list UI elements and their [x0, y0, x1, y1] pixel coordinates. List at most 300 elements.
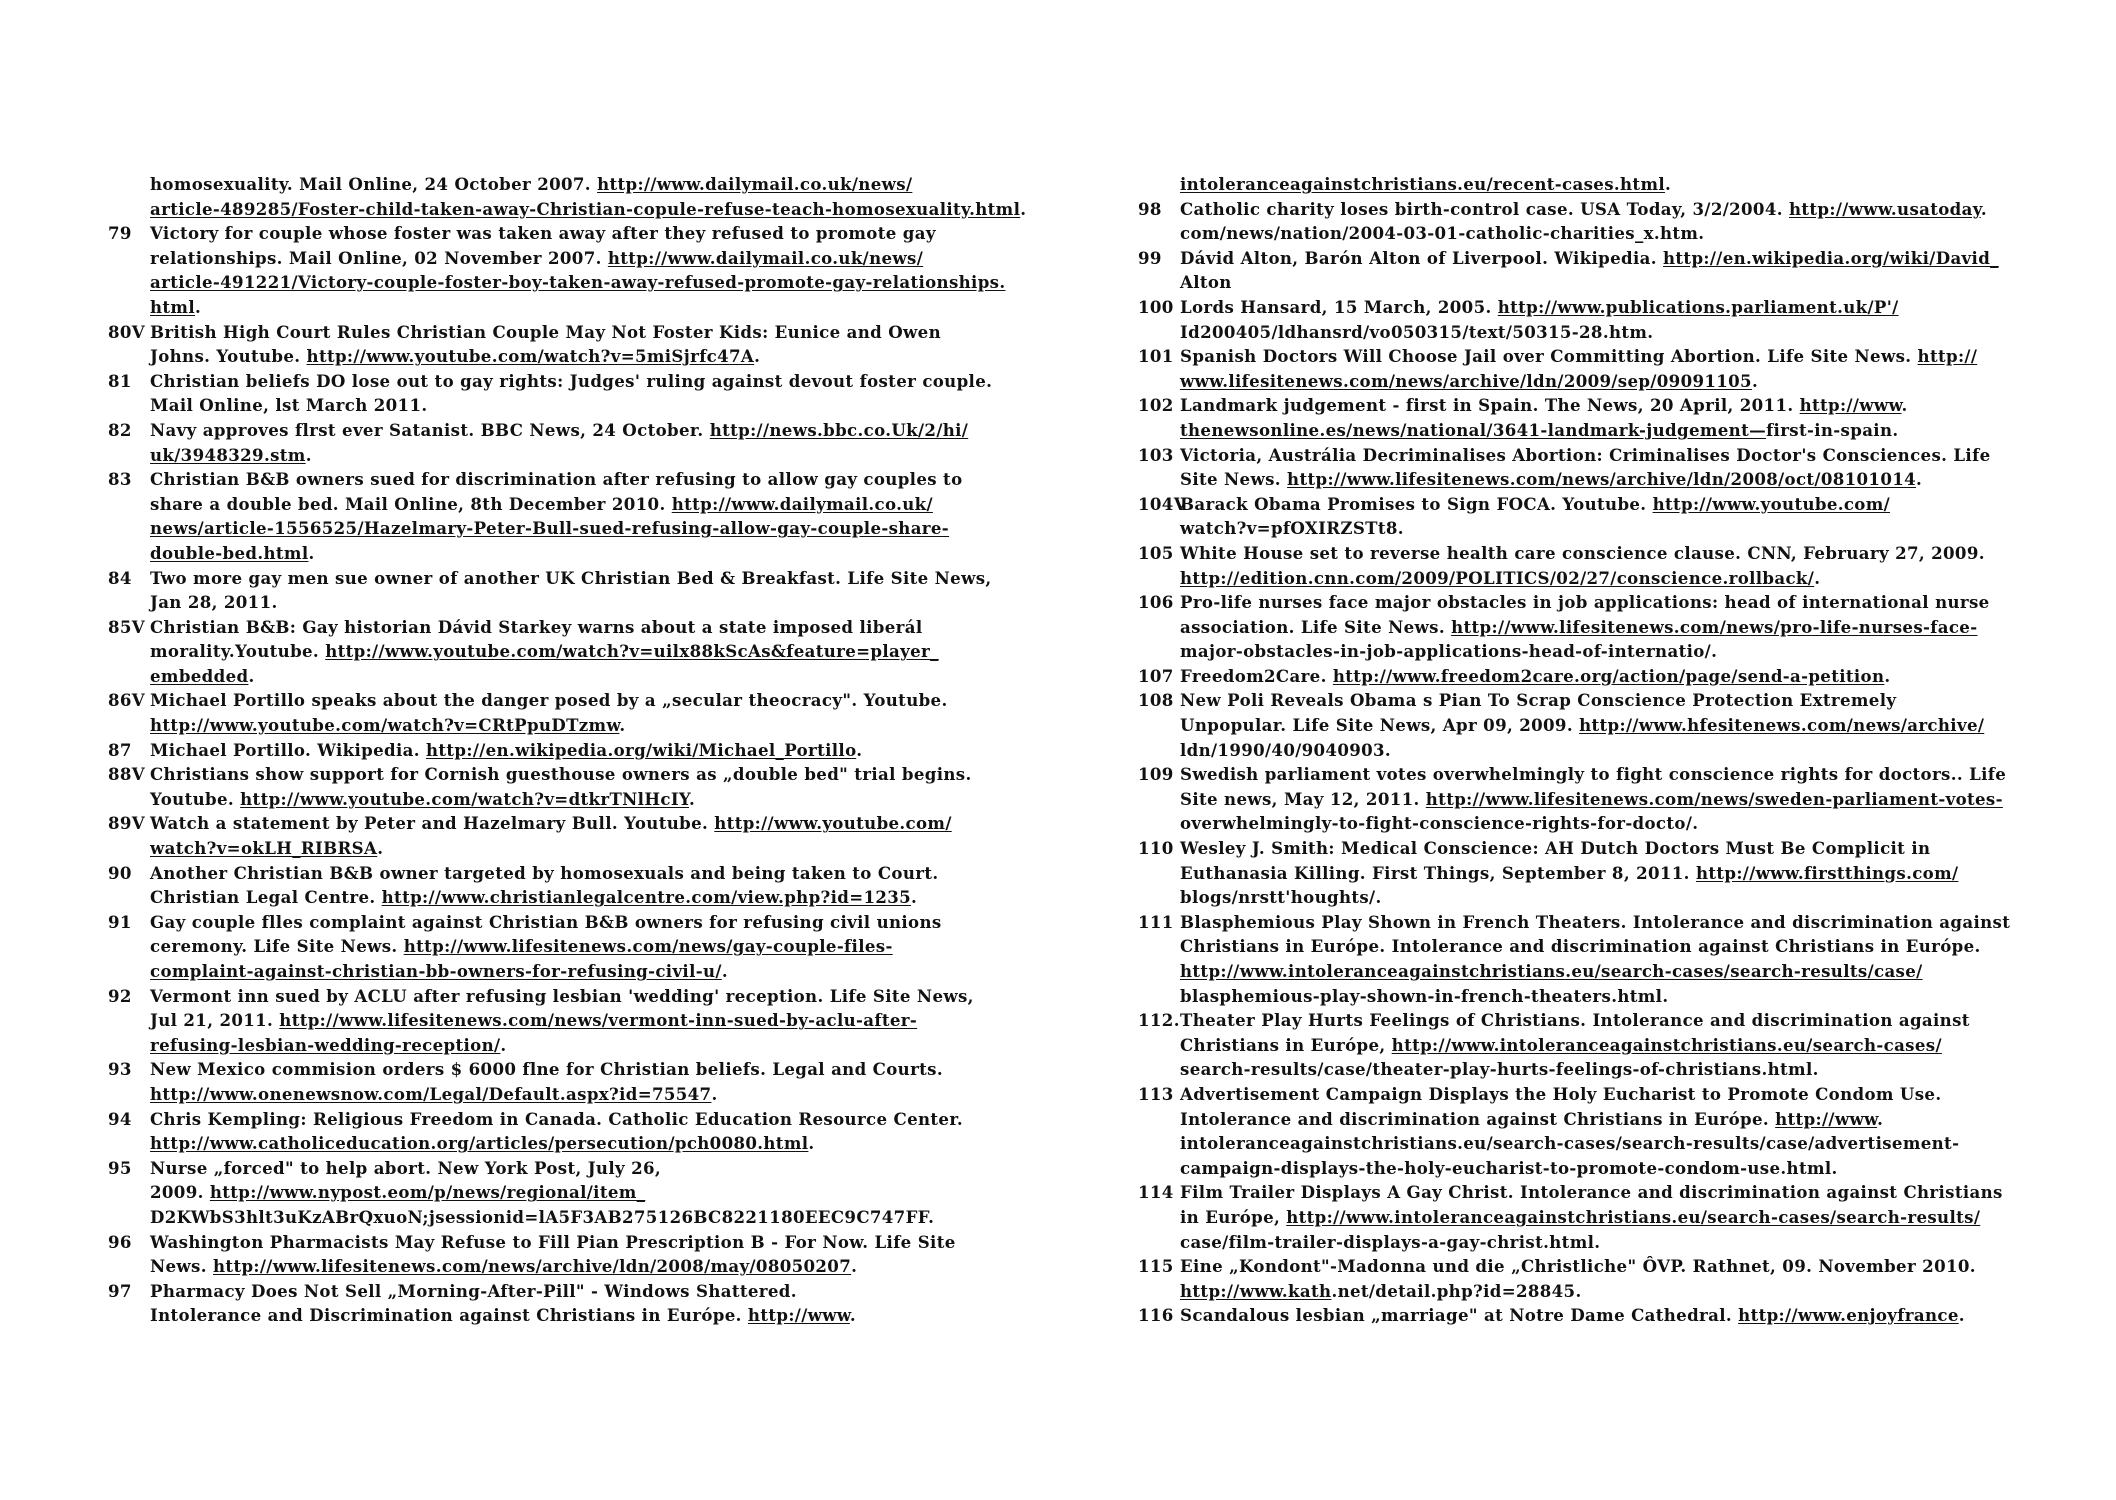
reference-line [150, 295, 938, 320]
reference-text: case/film-trailer-displays-a-gay-christ.html. [1180, 1231, 1601, 1252]
reference-text: campaign-displays-the-holy-eucharist-to-promote-condom-use.html. [1180, 1157, 1838, 1178]
reference-entry [108, 1156, 938, 1230]
reference-line [150, 1303, 938, 1328]
reference-text: Chris Kempling: Religious Freedom in Canada. Catholic Education Resource Center. [150, 1108, 964, 1129]
reference-entry [1138, 1254, 2078, 1303]
reference-text: Catholic charity loses birth-control case. USA Today, 3/2/2004. [1180, 198, 1789, 219]
reference-line [150, 1205, 938, 1230]
reference-text: White House set to reverse health care conscience clause. CNN, February 27, 2009. [1180, 542, 1985, 563]
reference-entry [1138, 910, 2078, 1008]
reference-text: 2009. [150, 1182, 210, 1203]
reference-link[interactable]: http://www.dailymail.co.uk/ [671, 493, 933, 514]
reference-line [1180, 172, 2078, 197]
reference-text: Watch a statement by Peter and Hazelmary Bull. Youtube. [150, 813, 715, 834]
reference-entry [1138, 172, 2078, 197]
reference-line [150, 246, 938, 271]
reference-text: . [1665, 174, 1672, 194]
reference-text: Euthanasia Killing. First Things, September 8, 2011. [1180, 862, 1696, 883]
reference-text: . [1751, 370, 1759, 391]
reference-line [1180, 246, 2078, 271]
reference-text: Christian B&B owners sued for discrimination after refusing to allow gay couples to [150, 469, 963, 490]
reference-number: 113 [1138, 1083, 1174, 1104]
reference-link[interactable]: http://www.lifesitenews.com/news/archive/ldn/2008/may/08050207 [213, 1256, 852, 1277]
reference-line [1180, 1008, 2078, 1033]
reference-line [1180, 1230, 2078, 1255]
reference-line [1180, 418, 2078, 443]
reference-line [150, 172, 938, 197]
reference-link[interactable]: http://www.lifesitenews.com/news/pro-life-nurses-face- [1451, 616, 1978, 637]
reference-entry [108, 172, 1027, 221]
reference-entry [108, 369, 993, 418]
reference-link[interactable]: article-491221/Victory-couple-foster-boy-taken-away-refused-promote-gay-relationships. [150, 272, 1006, 293]
reference-text: Freedom2Care. [1180, 665, 1333, 686]
reference-text: Gay couple flles complaint against Christian B&B owners for refusing civil unions [150, 911, 942, 932]
reference-entry [1138, 1082, 2078, 1180]
reference-line [1180, 1303, 2078, 1328]
reference-line [150, 1033, 938, 1058]
reference-text: . [1901, 395, 1908, 416]
reference-line [1180, 197, 2078, 222]
reference-entry [108, 1057, 943, 1106]
reference-line [1180, 1156, 2078, 1181]
reference-number: 91 [108, 911, 132, 932]
reference-line [150, 811, 952, 836]
reference-link[interactable]: http://www.publications.parliament.uk/P'/ [1497, 296, 1899, 317]
reference-link[interactable]: http://www [1775, 1108, 1878, 1129]
reference-text: Victory for couple whose foster was taken away after they refused to promote gay [150, 223, 936, 244]
reference-text: . [1980, 198, 1987, 219]
reference-line [150, 541, 938, 566]
reference-number: 94 [108, 1108, 132, 1129]
reference-line [1180, 369, 2078, 394]
reference-text: . [195, 296, 202, 317]
reference-number: 83 [108, 469, 132, 490]
reference-line [1180, 861, 2078, 886]
reference-number: 84 [108, 567, 132, 588]
reference-link[interactable]: http://www.catholiceducation.org/articles/persecution/pch0080.html [150, 1133, 809, 1154]
reference-link[interactable]: http://www [747, 1305, 850, 1326]
reference-link[interactable]: double-bed.html [150, 542, 309, 563]
reference-entry [108, 738, 938, 763]
reference-line [1180, 393, 2078, 418]
reference-line [150, 320, 942, 345]
reference-text: Lords Hansard, 15 March, 2005. [1180, 296, 1498, 317]
reference-line [1180, 934, 2078, 959]
reference-text: Eine „Kondont"-Madonna und die „Christliche" ÔVP. Rathnet, 09. November 2010. [1180, 1256, 1976, 1277]
reference-line [150, 590, 938, 615]
reference-text: blasphemious-play-shown-in-french-theaters.html. [1180, 985, 1669, 1006]
reference-line [1180, 959, 2078, 984]
reference-link[interactable]: http://edition.cnn.com/2009/POLITICS/02/27/conscience.rollback/ [1180, 567, 1815, 588]
reference-number: 104V [1138, 493, 1187, 514]
reference-line [150, 1131, 938, 1156]
reference-text: . [711, 1083, 718, 1104]
reference-line [150, 836, 938, 861]
reference-entry [1138, 197, 2078, 246]
reference-text: . [377, 838, 384, 859]
reference-text: . [305, 444, 312, 465]
reference-number: 111 [1138, 911, 1174, 932]
reference-link[interactable]: http://www.youtube.com/ [1652, 493, 1891, 514]
reference-entry [108, 418, 969, 467]
reference-line [1180, 344, 2078, 369]
reference-text: Advertisement Campaign Displays the Holy Eucharist to Promote Condom Use. [1180, 1083, 1942, 1104]
reference-number: 101 [1138, 346, 1174, 367]
reference-entry [1138, 590, 2078, 664]
reference-line [150, 492, 938, 517]
reference-number: 109 [1138, 764, 1174, 785]
reference-line [150, 639, 938, 664]
reference-text: relationships. Mail Online, 02 November 2007. [150, 247, 608, 268]
reference-link[interactable]: http://www.onenewsnow.com/Legal/Default.aspx?id=75547 [150, 1083, 712, 1104]
reference-link[interactable]: html [150, 296, 195, 317]
reference-text: intoleranceagainstchristians.eu/search-cases/search-results/case/advertisement- [1180, 1133, 1960, 1154]
reference-entry [108, 467, 963, 565]
reference-link[interactable]: http://www.usatoday [1788, 198, 1981, 219]
reference-text: Christian Legal Centre. [150, 887, 382, 908]
reference-line [150, 1082, 938, 1107]
reference-link[interactable]: complaint-against-christian-bb-owners-for-refusing-civil-u/ [150, 961, 722, 981]
reference-line [1180, 590, 2078, 615]
reference-link[interactable]: http://www.youtube.com/watch?v=uilx88kScAs&feature=player_ [325, 641, 939, 662]
reference-link[interactable]: http://www.intoleranceagainstchristians.eu/search-cases/ [1391, 1034, 1942, 1055]
reference-entry [108, 910, 942, 984]
reference-text: Nurse „forced" to help abort. New York Post, July 26, [150, 1157, 662, 1178]
reference-line [150, 197, 1027, 222]
reference-text: association. Life Site News. [1180, 616, 1452, 637]
reference-text: Washington Pharmacists May Refuse to Fill Pian Prescription B - For Now. Life Site [150, 1231, 956, 1252]
left-reference-list [108, 172, 1027, 1328]
reference-text: . [1814, 567, 1821, 588]
reference-text: Michael Portillo speaks about the danger posed by a „secular theocracy". Youtube. [150, 690, 948, 711]
reference-line [1180, 516, 2078, 541]
reference-text: Jul 21, 2011. [150, 1010, 280, 1031]
reference-text: Mail Online, lst March 2011. [150, 395, 428, 416]
reference-line [1180, 1082, 2078, 1107]
reference-text: . [689, 788, 696, 809]
reference-line [150, 270, 1006, 295]
reference-number: 102 [1138, 395, 1174, 416]
reference-line [150, 1279, 938, 1304]
reference-link[interactable]: http://www.enjoyfrance [1738, 1305, 1959, 1326]
reference-link[interactable]: http://www.youtube.com/watch?v=dtkrTNlHcIY [240, 788, 689, 809]
reference-entry [1138, 344, 2078, 393]
reference-line [1180, 492, 2078, 517]
reference-line [150, 1230, 956, 1255]
reference-number: 85V [108, 616, 146, 637]
reference-text: Pharmacy Does Not Sell „Morning-After-Pill" - Windows Shattered. [150, 1280, 797, 1301]
reference-text: . [851, 1256, 858, 1277]
reference-line [150, 1107, 964, 1132]
reference-link[interactable]: www.lifesitenews.com/news/archive/ldn/2009/sep/09091105 [1180, 370, 1752, 391]
reference-text: Film Trailer Displays A Gay Christ. Intolerance and discrimination against Christians [1180, 1182, 2003, 1203]
reference-text: Two more gay men sue owner of another UK Christian Bed & Breakfast. Life Site News, [150, 567, 992, 588]
reference-text: . [754, 346, 761, 367]
reference-text: News. [150, 1256, 214, 1277]
reference-line [1180, 1254, 2078, 1279]
reference-text: . [911, 887, 918, 908]
reference-text: . [500, 1034, 507, 1055]
reference-line [150, 1254, 938, 1279]
reference-line [1180, 1205, 2078, 1230]
reference-text: Navy approves flrst ever Satanist. BBC News, 24 October. [150, 419, 710, 440]
reference-text: com/news/nation/2004-03-01-catholic-charities_x.htm. [1180, 223, 1705, 244]
reference-line [1180, 836, 2078, 861]
reference-text: Alton [1180, 272, 1232, 293]
reference-number: 80V [108, 321, 146, 342]
reference-text: Vermont inn sued by ACLU after refusing lesbian 'wedding' reception. Life Site News, [150, 985, 974, 1006]
reference-link[interactable]: http://www.firstthings.com/ [1695, 862, 1959, 883]
reference-number: 112. [1138, 1010, 1180, 1031]
reference-line [150, 885, 938, 910]
reference-text: . [308, 542, 315, 563]
reference-link[interactable]: watch?v=okLH_RIBRSA [150, 838, 378, 859]
reference-link[interactable]: http://www.nypost.eom/p/news/regional/item_ [209, 1182, 646, 1203]
reference-link[interactable]: article-489285/Foster-child-taken-away-Christian-copule-refuse-teach-homosexuality.html [150, 198, 1021, 219]
reference-entry [1138, 836, 2078, 910]
reference-text: . [619, 715, 626, 736]
reference-text: Site News. [1180, 469, 1288, 490]
reference-line [1180, 1107, 2078, 1132]
reference-number: 93 [108, 1059, 132, 1080]
reference-entry [1138, 1303, 2078, 1328]
reference-text: .net/detail.php?id=28845. [1331, 1280, 1582, 1301]
reference-entry [108, 1279, 938, 1328]
reference-link[interactable]: http://www.freedom2care.org/action/page/send-a-petition [1332, 665, 1885, 686]
reference-text: British High Court Rules Christian Couple May Not Foster Kids: Eunice and Owen [150, 321, 942, 342]
reference-line [1180, 1057, 2078, 1082]
reference-link[interactable]: http://www.hfesitenews.com/news/archive/ [1579, 715, 1985, 736]
reference-entry [108, 762, 972, 811]
reference-text: . [1020, 198, 1027, 219]
reference-text: Jan 28, 2011. [150, 592, 278, 613]
reference-text: Spanish Doctors Will Choose Jail over Committing Abortion. Life Site News. [1180, 346, 1918, 367]
reference-number: 116 [1138, 1305, 1174, 1326]
reference-link[interactable]: http://www [1799, 395, 1902, 416]
reference-link[interactable]: http://www.lifesitenews.com/news/archive/ldn/2008/oct/08101014 [1287, 469, 1917, 490]
reference-line [150, 467, 963, 492]
reference-entry [1138, 1180, 2078, 1254]
reference-number: 103 [1138, 444, 1174, 465]
reference-entry [1138, 295, 2078, 344]
reference-line [1180, 713, 2078, 738]
reference-line [150, 861, 938, 886]
reference-text: . [1884, 665, 1891, 686]
reference-text: . [1958, 1305, 1965, 1326]
reference-link[interactable]: http://www.youtube.com/ [714, 813, 952, 834]
reference-line [1180, 885, 2078, 910]
reference-text: . [1916, 469, 1923, 490]
reference-text: Christian B&B: Gay historian Dávid Starkey warns about a state imposed liberál [150, 616, 923, 637]
reference-text: in Európe, [1180, 1206, 1287, 1227]
reference-number: 89V [108, 813, 146, 834]
reference-text: Christian beliefs DO lose out to gay rights: Judges' ruling against devout foster couple. [150, 370, 993, 391]
reference-text: Scandalous lesbian „marriage" at Notre Dame Cathedral. [1180, 1305, 1739, 1326]
reference-link[interactable]: http://www.christianlegalcentre.com/view.php?id=1235 [381, 887, 912, 908]
reference-link[interactable]: http://news.bbc.co.Uk/2/hi/ [709, 419, 969, 440]
right-page [1058, 0, 2116, 1500]
reference-line [1180, 1180, 2078, 1205]
reference-link[interactable]: embedded [150, 665, 249, 686]
reference-number: 88V [108, 764, 146, 785]
reference-text: blogs/nrstt'houghts/. [1180, 887, 1382, 908]
reference-number: 107 [1138, 665, 1174, 686]
reference-number: 97 [108, 1280, 132, 1301]
reference-number: 105 [1138, 542, 1174, 563]
reference-number: 81 [108, 370, 132, 391]
reference-text: Theater Play Hurts Feelings of Christians. Intolerance and discrimination against [1180, 1010, 1970, 1031]
reference-line [150, 1156, 938, 1181]
reference-line [150, 516, 950, 541]
reference-text: Michael Portillo. Wikipedia. [150, 739, 426, 760]
reference-text: watch?v=pfOXIRZSTt8. [1180, 518, 1404, 539]
reference-link[interactable]: refusing-lesbian-wedding-reception/ [150, 1034, 501, 1055]
reference-line [150, 910, 942, 935]
reference-text: D2KWbS3hlt3uKzABrQxuoN;jsessionid=lA5F3AB275126BC8221180EEC9C747FF. [150, 1206, 935, 1227]
reference-link[interactable]: http://www.dailymail.co.uk/news/ [597, 174, 913, 194]
reference-text: Unpopular. Life Site News, Apr 09, 2009. [1180, 715, 1580, 736]
reference-text: Another Christian B&B owner targeted by homosexuals and being taken to Court. [150, 862, 939, 883]
reference-line [1180, 320, 2078, 345]
reference-line [150, 664, 938, 689]
reference-text: homosexuality. Mail Online, 24 October 2007. [150, 174, 598, 194]
reference-line [1180, 270, 2078, 295]
reference-link[interactable]: http://www.lifesitenews.com/news/sweden-parliament-votes- [1425, 788, 2003, 809]
reference-line [150, 984, 974, 1009]
reference-text: overwhelmingly-to-fight-conscience-rights-for-docto/. [1180, 813, 1699, 834]
reference-text: Johns. Youtube. [150, 346, 307, 367]
reference-number: 115 [1138, 1256, 1174, 1277]
reference-text: Christians in Európe, [1180, 1034, 1392, 1055]
reference-line [1180, 910, 2078, 935]
reference-line [1180, 787, 2078, 812]
reference-text: Blasphemious Play Shown in French Theaters. Intolerance and discrimination against [1180, 911, 2011, 932]
reference-text: . [856, 739, 863, 760]
reference-link[interactable]: http://www.kath [1180, 1280, 1332, 1301]
reference-text: Dávid Alton, Barón Alton of Liverpool. Wikipedia. [1180, 247, 1663, 268]
right-reference-list [1138, 172, 2078, 1328]
reference-text: . [849, 1305, 856, 1326]
reference-text: Site news, May 12, 2011. [1180, 788, 1426, 809]
reference-line [150, 787, 938, 812]
reference-entry [108, 811, 952, 860]
reference-entry [108, 688, 948, 737]
reference-line [150, 344, 938, 369]
reference-text: Victoria, Austrália Decriminalises Abortion: Criminalises Doctor's Consciences. Life [1180, 444, 1991, 465]
reference-number: 110 [1138, 838, 1174, 859]
reference-entry [1138, 246, 2078, 295]
reference-number: 96 [108, 1231, 132, 1252]
reference-line [150, 1180, 938, 1205]
reference-link[interactable]: http:// [1917, 346, 1978, 367]
reference-number: 99 [1138, 247, 1162, 268]
reference-line [150, 1057, 943, 1082]
reference-link[interactable]: http://www.intoleranceagainstchristians.eu/search-cases/search-results/case/ [1180, 961, 1923, 981]
reference-link[interactable]: intoleranceagainstchristians.eu/recent-cases.html [1180, 174, 1665, 194]
reference-line [150, 959, 938, 984]
reference-link[interactable]: http://en.wikipedia.org/wiki/David_ [1663, 247, 1999, 268]
reference-line [150, 393, 938, 418]
reference-entry [108, 221, 1006, 319]
reference-entry [108, 566, 992, 615]
reference-entry [108, 320, 942, 369]
reference-entry [108, 1107, 964, 1156]
reference-link[interactable]: http://www.lifesitenews.com/news/gay-couple-files- [403, 936, 893, 957]
reference-text: Wesley J. Smith: Medical Conscience: AH Dutch Doctors Must Be Complicit in [1180, 838, 1931, 859]
reference-entry [108, 1230, 956, 1279]
reference-link[interactable]: http://www.dailymail.co.uk/news/ [607, 247, 924, 268]
reference-number: 79 [108, 223, 132, 244]
reference-line [150, 443, 938, 468]
reference-text: share a double bed. Mail Online, 8th December 2010. [150, 493, 672, 514]
reference-line [150, 615, 938, 640]
reference-number: 90 [108, 862, 132, 883]
reference-link[interactable]: http://en.wikipedia.org/wiki/Michael_Portillo [425, 739, 857, 760]
reference-text: ldn/1990/40/9040903. [1180, 739, 1392, 760]
reference-entry [108, 615, 938, 689]
reference-line [1180, 1131, 2078, 1156]
reference-entry [1138, 1008, 2078, 1082]
reference-text: Pro-life nurses face major obstacles in job applications: head of international nurse [1180, 592, 1990, 613]
reference-number: 95 [108, 1157, 132, 1178]
reference-number: 114 [1138, 1182, 1174, 1203]
reference-line [1180, 738, 2078, 763]
reference-text: Swedish parliament votes overwhelmingly to fight conscience rights for doctors.. Life [1180, 764, 2007, 785]
reference-line [1180, 1279, 2078, 1304]
reference-text: Landmark judgement - first in Spain. The News, 20 April, 2011. [1180, 395, 1800, 416]
reference-line [1180, 639, 2078, 664]
reference-number: 92 [108, 985, 132, 1006]
reference-line [150, 738, 938, 763]
reference-line [1180, 1033, 2078, 1058]
reference-line [150, 566, 992, 591]
reference-line [1180, 566, 2078, 591]
reference-text: Id200405/ldhansrd/vo050315/text/50315-28.htm. [1180, 321, 1654, 342]
reference-text: Youtube. [150, 788, 241, 809]
reference-line [1180, 615, 2078, 640]
reference-line [150, 1008, 938, 1033]
reference-number: 87 [108, 739, 132, 760]
reference-link[interactable]: http://www.lifesitenews.com/news/vermont-inn-sued-by-aclu-after- [279, 1010, 918, 1031]
reference-text: morality.Youtube. [150, 641, 326, 662]
reference-entry [108, 861, 938, 910]
reference-link[interactable]: news/article-1556525/Hazelmary-Peter-Bull-sued-refusing-allow-gay-couple-share- [150, 518, 950, 539]
reference-link[interactable]: http://www.youtube.com/watch?v=5miSjrfc47A [306, 346, 755, 367]
reference-text: Intolerance and discrimination against Christians in Európe. [1180, 1108, 1776, 1129]
reference-text: . [248, 665, 255, 686]
reference-line [1180, 762, 2078, 787]
reference-text: Christians show support for Cornish guesthouse owners as „double bed" trial begins. [150, 764, 972, 785]
reference-entry [1138, 688, 2078, 762]
reference-line [1180, 467, 2078, 492]
reference-number: 106 [1138, 592, 1174, 613]
reference-number: 100 [1138, 296, 1174, 317]
reference-line [150, 934, 938, 959]
reference-link[interactable]: http://www.youtube.com/watch?v=CRtPpuDTzmw [150, 715, 620, 736]
reference-entry [108, 984, 974, 1058]
reference-line [1180, 688, 2078, 713]
reference-link[interactable]: thenewsonline.es/news/national/3641-landmark-judgement— [1180, 419, 1767, 440]
reference-line [150, 418, 969, 443]
reference-link[interactable]: uk/3948329.stm [150, 444, 306, 465]
reference-line [150, 713, 938, 738]
reference-link[interactable]: http://www.intoleranceagainstchristians.eu/search-cases/search-results/ [1286, 1206, 1981, 1227]
reference-entry [1138, 393, 2078, 442]
reference-entry [1138, 541, 2078, 590]
reference-text: search-results/case/theater-play-hurts-feelings-of-christians.html. [1180, 1059, 1819, 1080]
reference-text: Christians in Európe. Intolerance and discrimination against Christians in Európe. [1180, 936, 1981, 957]
reference-line [1180, 664, 2078, 689]
